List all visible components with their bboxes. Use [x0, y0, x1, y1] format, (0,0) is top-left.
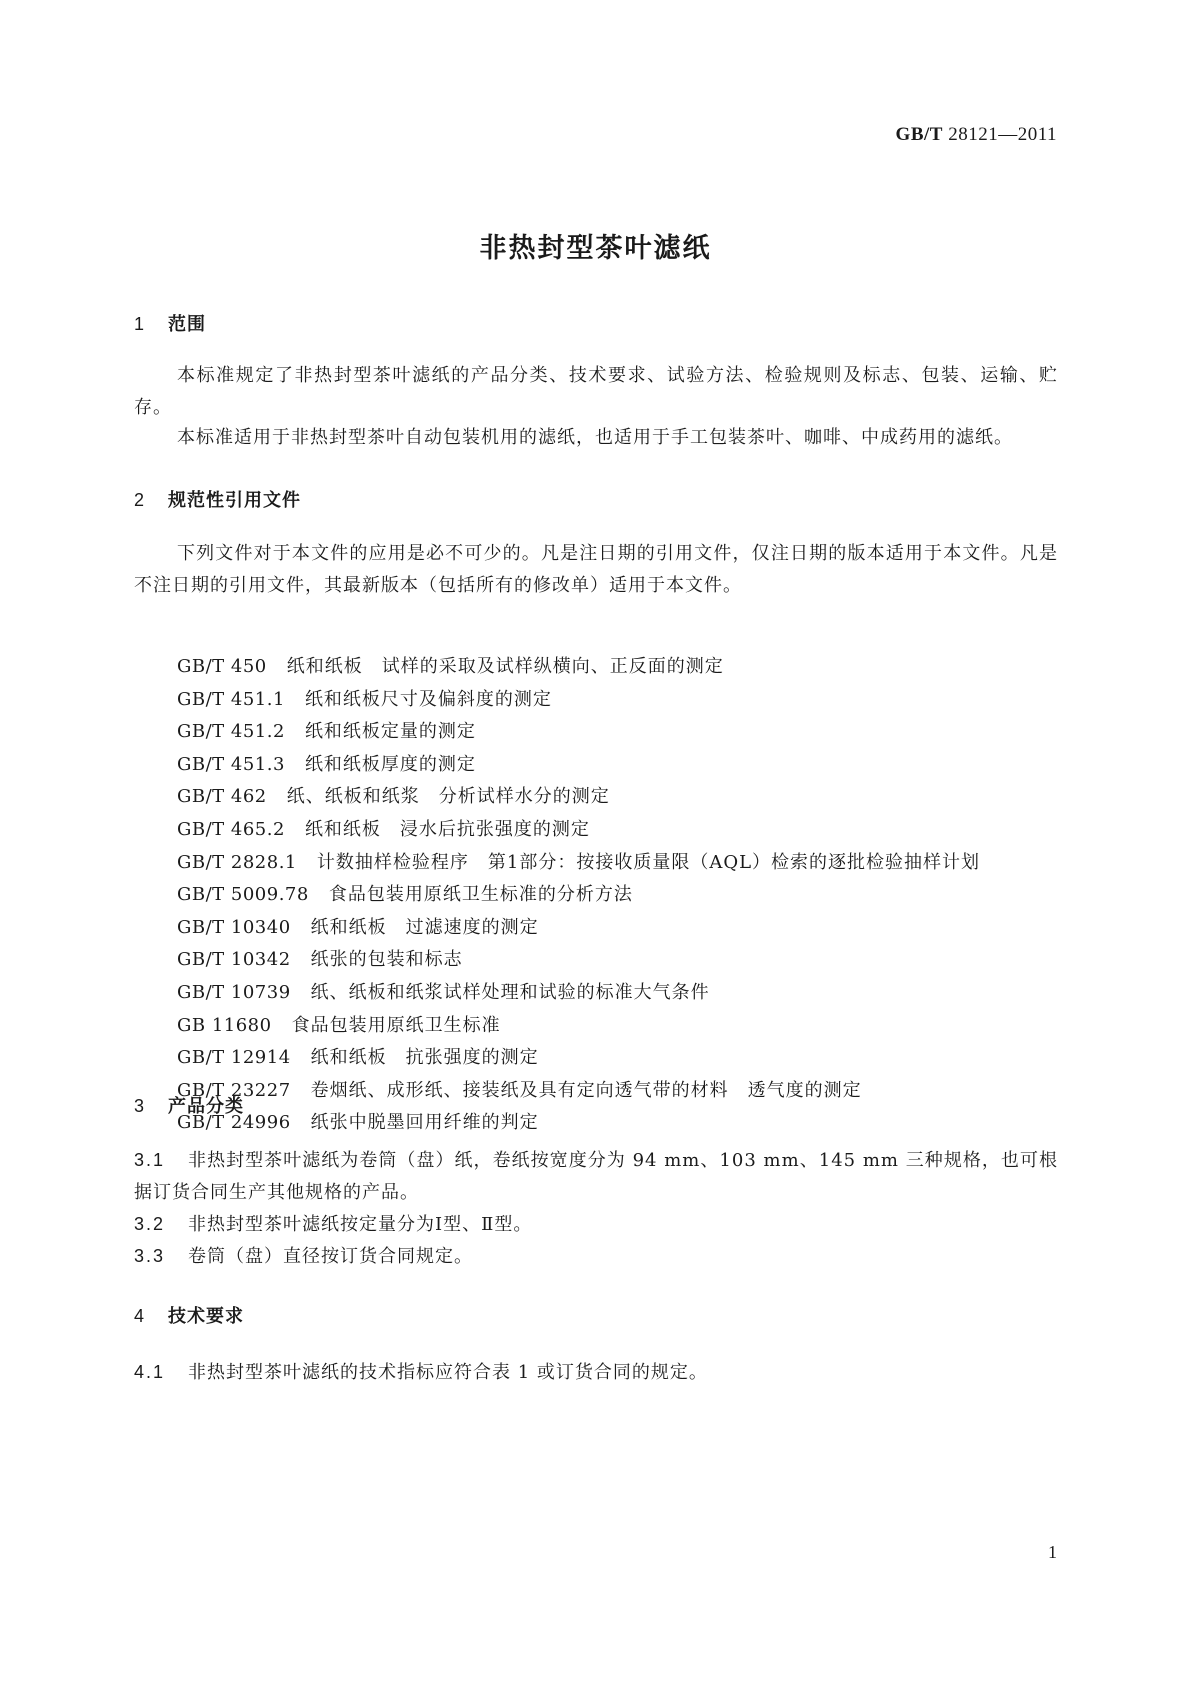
section-title: 规范性引用文件	[168, 490, 301, 511]
clause-text: 卷筒（盘）直径按订货合同规定。	[188, 1246, 473, 1267]
reference-item	[177, 1075, 1077, 1108]
reference-item	[177, 879, 1077, 912]
reference-code: GB/T 462	[177, 786, 267, 808]
reference-item	[177, 651, 1077, 684]
reference-code: GB/T 465.2	[177, 818, 285, 840]
reference-title: 纸和纸板 抗张强度的测定	[310, 1047, 539, 1069]
reference-code: GB/T 10739	[177, 981, 291, 1003]
standard-code-prefix: GB/T	[895, 124, 943, 145]
section-title: 技术要求	[168, 1306, 244, 1327]
scope-paragraph-1: 本标准规定了非热封型茶叶滤纸的产品分类、技术要求、试验方法、检验规则及标志、包装、运输、贮存。	[134, 365, 1058, 418]
reference-title: 卷烟纸、成形纸、接装纸及具有定向透气带的材料 透气度的测定	[310, 1079, 862, 1101]
reference-item	[177, 1010, 1077, 1043]
clause-text: 非热封型茶叶滤纸的技术指标应符合表 1 或订货合同的规定。	[188, 1362, 708, 1383]
reference-code: GB/T 451.1	[177, 688, 285, 710]
reference-title: 纸和纸板定量的测定	[304, 721, 476, 743]
section-4-heading	[134, 1302, 244, 1328]
document-title: 非热封型茶叶滤纸	[479, 233, 712, 264]
reference-item	[177, 749, 1077, 782]
reference-code: GB/T 450	[177, 656, 267, 677]
reference-title: 计数抽样检验程序 第1部分：按接收质量限（AQL）检索的逐批检验抽样计划	[316, 851, 981, 873]
reference-item	[177, 912, 1077, 945]
reference-title: 纸和纸板厚度的测定	[304, 753, 476, 775]
reference-title: 纸、纸板和纸浆试样处理和试验的标准大气条件	[310, 981, 710, 1003]
section-title: 范围	[168, 314, 206, 335]
reference-list	[177, 651, 1077, 1140]
standard-code	[896, 124, 1057, 146]
reference-item	[177, 1107, 1077, 1140]
clause-number: 4.1	[134, 1362, 166, 1382]
section-number: 3	[134, 1096, 146, 1116]
clause-number: 3.2	[134, 1214, 166, 1234]
reference-item	[177, 847, 1077, 880]
reference-code: GB/T 10340	[177, 916, 291, 938]
reference-code: GB/T 2828.1	[177, 851, 297, 873]
reference-title: 纸和纸板 过滤速度的测定	[310, 916, 539, 938]
section-1-heading	[134, 310, 206, 336]
clause-4-1	[134, 1356, 1058, 1389]
clause-number: 3.1	[134, 1150, 166, 1170]
reference-code: GB/T 451.2	[177, 721, 285, 743]
reference-title: 食品包装用原纸卫生标准	[291, 1014, 501, 1036]
references-intro: 下列文件对于本文件的应用是必不可少的。凡是注日期的引用文件，仅注日期的版本适用于本文件。凡是不注日期的引用文件，其最新版本（包括所有的修改单）适用于本文件。	[134, 543, 1058, 596]
reference-title: 纸和纸板 试样的采取及试样纵横向、正反面的测定	[286, 656, 724, 677]
reference-code: GB/T 451.3	[177, 753, 285, 775]
reference-item	[177, 716, 1077, 749]
reference-code: GB/T 23227	[177, 1079, 291, 1101]
section-2-heading	[134, 486, 301, 512]
reference-title: 纸、纸板和纸浆 分析试样水分的测定	[286, 786, 610, 808]
clause-3-2	[134, 1208, 1058, 1241]
section-title: 产品分类	[168, 1096, 244, 1117]
reference-item	[177, 781, 1077, 814]
clause-text: 非热封型茶叶滤纸为卷筒（盘）纸，卷纸按宽度分为 94 mm、103 mm、145 mm 三种规格，也可根据订货合同生产其他规格的产品。	[134, 1150, 1058, 1203]
reference-code: GB/T 5009.78	[177, 884, 309, 906]
standard-code-number: 28121—2011	[942, 124, 1057, 145]
reference-item	[177, 684, 1077, 717]
clause-text: 非热封型茶叶滤纸按定量分为Ⅰ型、Ⅱ型。	[188, 1214, 533, 1235]
reference-item	[177, 1042, 1077, 1075]
section-3-heading	[134, 1092, 244, 1118]
reference-title: 食品包装用原纸卫生标准的分析方法	[328, 884, 633, 906]
reference-code: GB/T 12914	[177, 1047, 291, 1069]
reference-item	[177, 977, 1077, 1010]
reference-item	[177, 944, 1077, 977]
reference-title: 纸张的包装和标志	[310, 949, 463, 971]
reference-code: GB/T 10342	[177, 949, 291, 971]
page-number: 1	[1048, 1542, 1057, 1562]
reference-title: 纸和纸板 浸水后抗张强度的测定	[304, 818, 590, 840]
reference-code: GB 11680	[177, 1014, 272, 1036]
reference-code: GB/T 24996	[177, 1112, 291, 1134]
section-number: 1	[134, 314, 146, 334]
reference-title: 纸张中脱墨回用纤维的判定	[310, 1112, 539, 1134]
scope-paragraph-2: 本标准适用于非热封型茶叶自动包装机用的滤纸，也适用于手工包装茶叶、咖啡、中成药用的滤纸。	[177, 427, 1013, 448]
clause-3-1	[134, 1144, 1058, 1209]
reference-title: 纸和纸板尺寸及偏斜度的测定	[304, 688, 552, 710]
section-number: 4	[134, 1306, 146, 1326]
section-number: 2	[134, 490, 146, 510]
clause-number: 3.3	[134, 1246, 166, 1266]
clause-3-3	[134, 1240, 1058, 1273]
reference-item	[177, 814, 1077, 847]
